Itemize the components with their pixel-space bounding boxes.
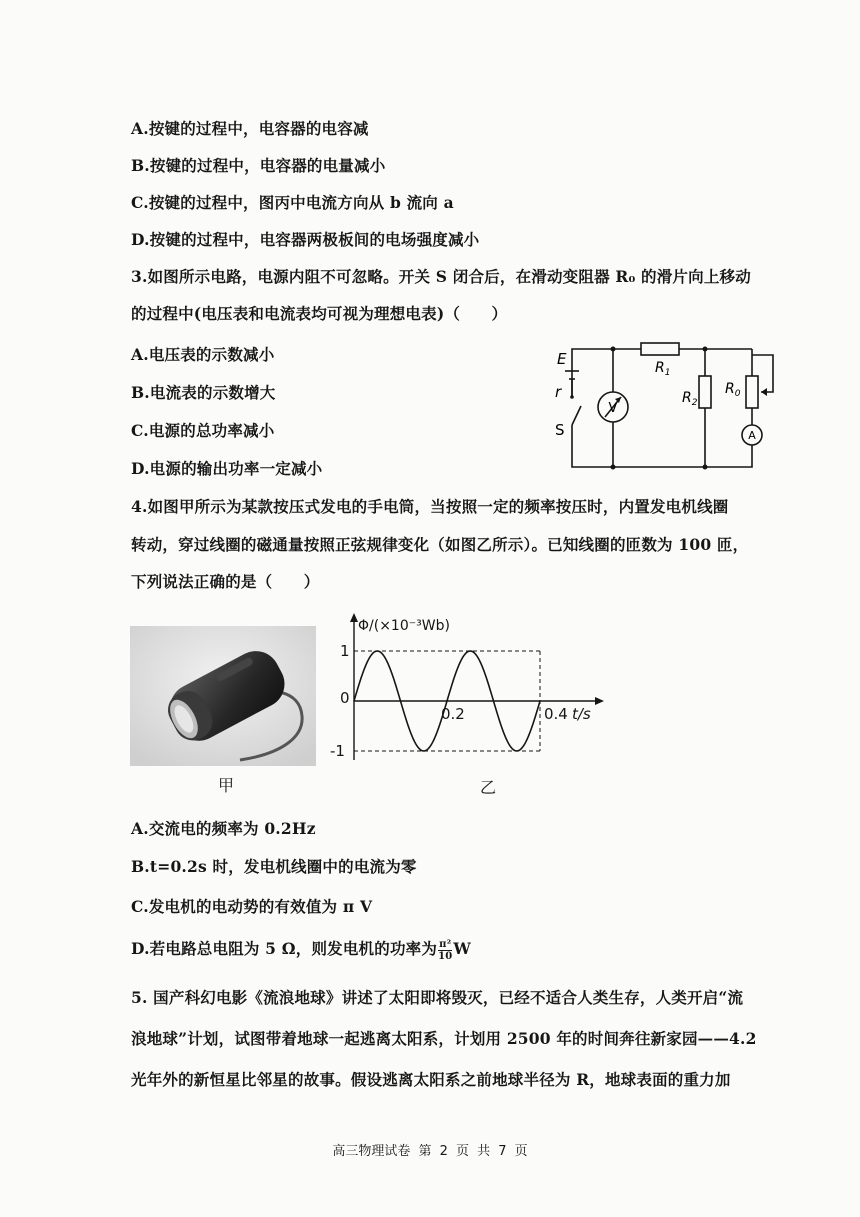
internal-resistance-label: r <box>555 383 562 401</box>
q3-stem-line1: 3.如图所示电路，电源内阻不可忽略。开关 S 闭合后，在滑动变阻器 R₀ 的滑片向上移动 <box>131 267 751 286</box>
y-tick-max: 1 <box>340 642 350 660</box>
page-footer: 高三物理试卷 第 2 页 共 7 页 <box>332 1144 528 1159</box>
q2-option-a: A.按键的过程中，电容器的电容减 <box>131 119 369 138</box>
fraction-denominator: 10 <box>438 950 453 962</box>
q4-option-b: B.t=0.2s 时，发电机线圈中的电流为零 <box>131 857 417 876</box>
circuit-diagram <box>545 335 795 475</box>
rheostat-r0 <box>746 376 758 408</box>
y-axis-arrow <box>350 613 358 622</box>
r0-label: $R_0$ <box>725 381 741 399</box>
figure-a-caption: 甲 <box>218 776 235 795</box>
switch-label: S <box>555 421 565 439</box>
y-axis-label: Φ/(×10⁻³Wb) <box>358 618 450 634</box>
q2-option-b: B.按键的过程中，电容器的电量减小 <box>131 156 386 175</box>
q4-option-c: C.发电机的电动势的有效值为 π V <box>131 897 373 916</box>
resistor-r2 <box>699 376 711 408</box>
flux-chart <box>320 605 610 775</box>
q4-stem-line1: 4.如图甲所示为某款按压式发电的手电筒，当按照一定的频率按压时，内置发电机线圈 <box>131 497 729 516</box>
ammeter-label: A <box>748 429 756 442</box>
origin-label: 0 <box>340 689 350 707</box>
fraction <box>438 939 452 962</box>
q3-option-c: C.电源的总功率减小 <box>131 421 275 440</box>
q2-option-d: D.按键的过程中，电容器两极板间的电场强度减小 <box>131 230 480 249</box>
voltmeter-label: V <box>608 401 618 416</box>
q3-stem-line2: 的过程中(电压表和电流表均可视为理想电表)（ ） <box>131 304 508 323</box>
fraction-numerator: π² <box>439 938 452 950</box>
y-tick-min: -1 <box>330 742 345 760</box>
q4-option-d-unit: W <box>453 939 471 958</box>
resistor-r1 <box>641 343 679 355</box>
x-tick-0.2: 0.2 <box>441 705 465 723</box>
q4-stem-line2: 转动，穿过线圈的磁通量按照正弦规律变化（如图乙所示）。已知线圈的匝数为 100 匝， <box>131 535 749 554</box>
q4-option-a: A.交流电的频率为 0.2Hz <box>131 819 316 838</box>
emf-label: E <box>557 350 567 368</box>
flashlight-photo <box>130 626 316 766</box>
q3-option-a: A.电压表的示数减小 <box>131 345 275 364</box>
q3-option-d: D.电源的输出功率一定减小 <box>131 459 323 478</box>
q4-option-d <box>131 937 471 962</box>
q2-option-c: C.按键的过程中，图丙中电流方向从 b 流向 a <box>131 193 454 212</box>
q3-option-b: B.电流表的示数增大 <box>131 383 276 402</box>
q4-stem-line3: 下列说法正确的是（ ） <box>131 572 320 591</box>
q5-stem-line2: 浪地球”计划，试图带着地球一起逃离太阳系，计划用 2500 年的时间奔往新家园——4.2 <box>131 1029 757 1048</box>
q4-option-d-text: D.若电路总电阻为 5 Ω，则发电机的功率为 <box>131 939 438 958</box>
r2-label: $R_2$ <box>682 390 698 408</box>
x-axis-label: t/s <box>572 705 591 723</box>
q5-stem-line3: 光年外的新恒星比邻星的故事。假设逃离太阳系之前地球半径为 R，地球表面的重力加 <box>131 1070 731 1089</box>
x-axis-arrow <box>595 697 604 705</box>
figure-b-caption: 乙 <box>480 778 497 797</box>
switch-icon <box>572 406 581 425</box>
q5-stem-line1: 5. 国产科幻电影《流浪地球》讲述了太阳即将毁灭，已经不适合人类生存，人类开启“流 <box>131 988 744 1007</box>
r1-label: $R_1$ <box>655 360 671 378</box>
x-tick-0.4: 0.4 <box>544 705 568 723</box>
